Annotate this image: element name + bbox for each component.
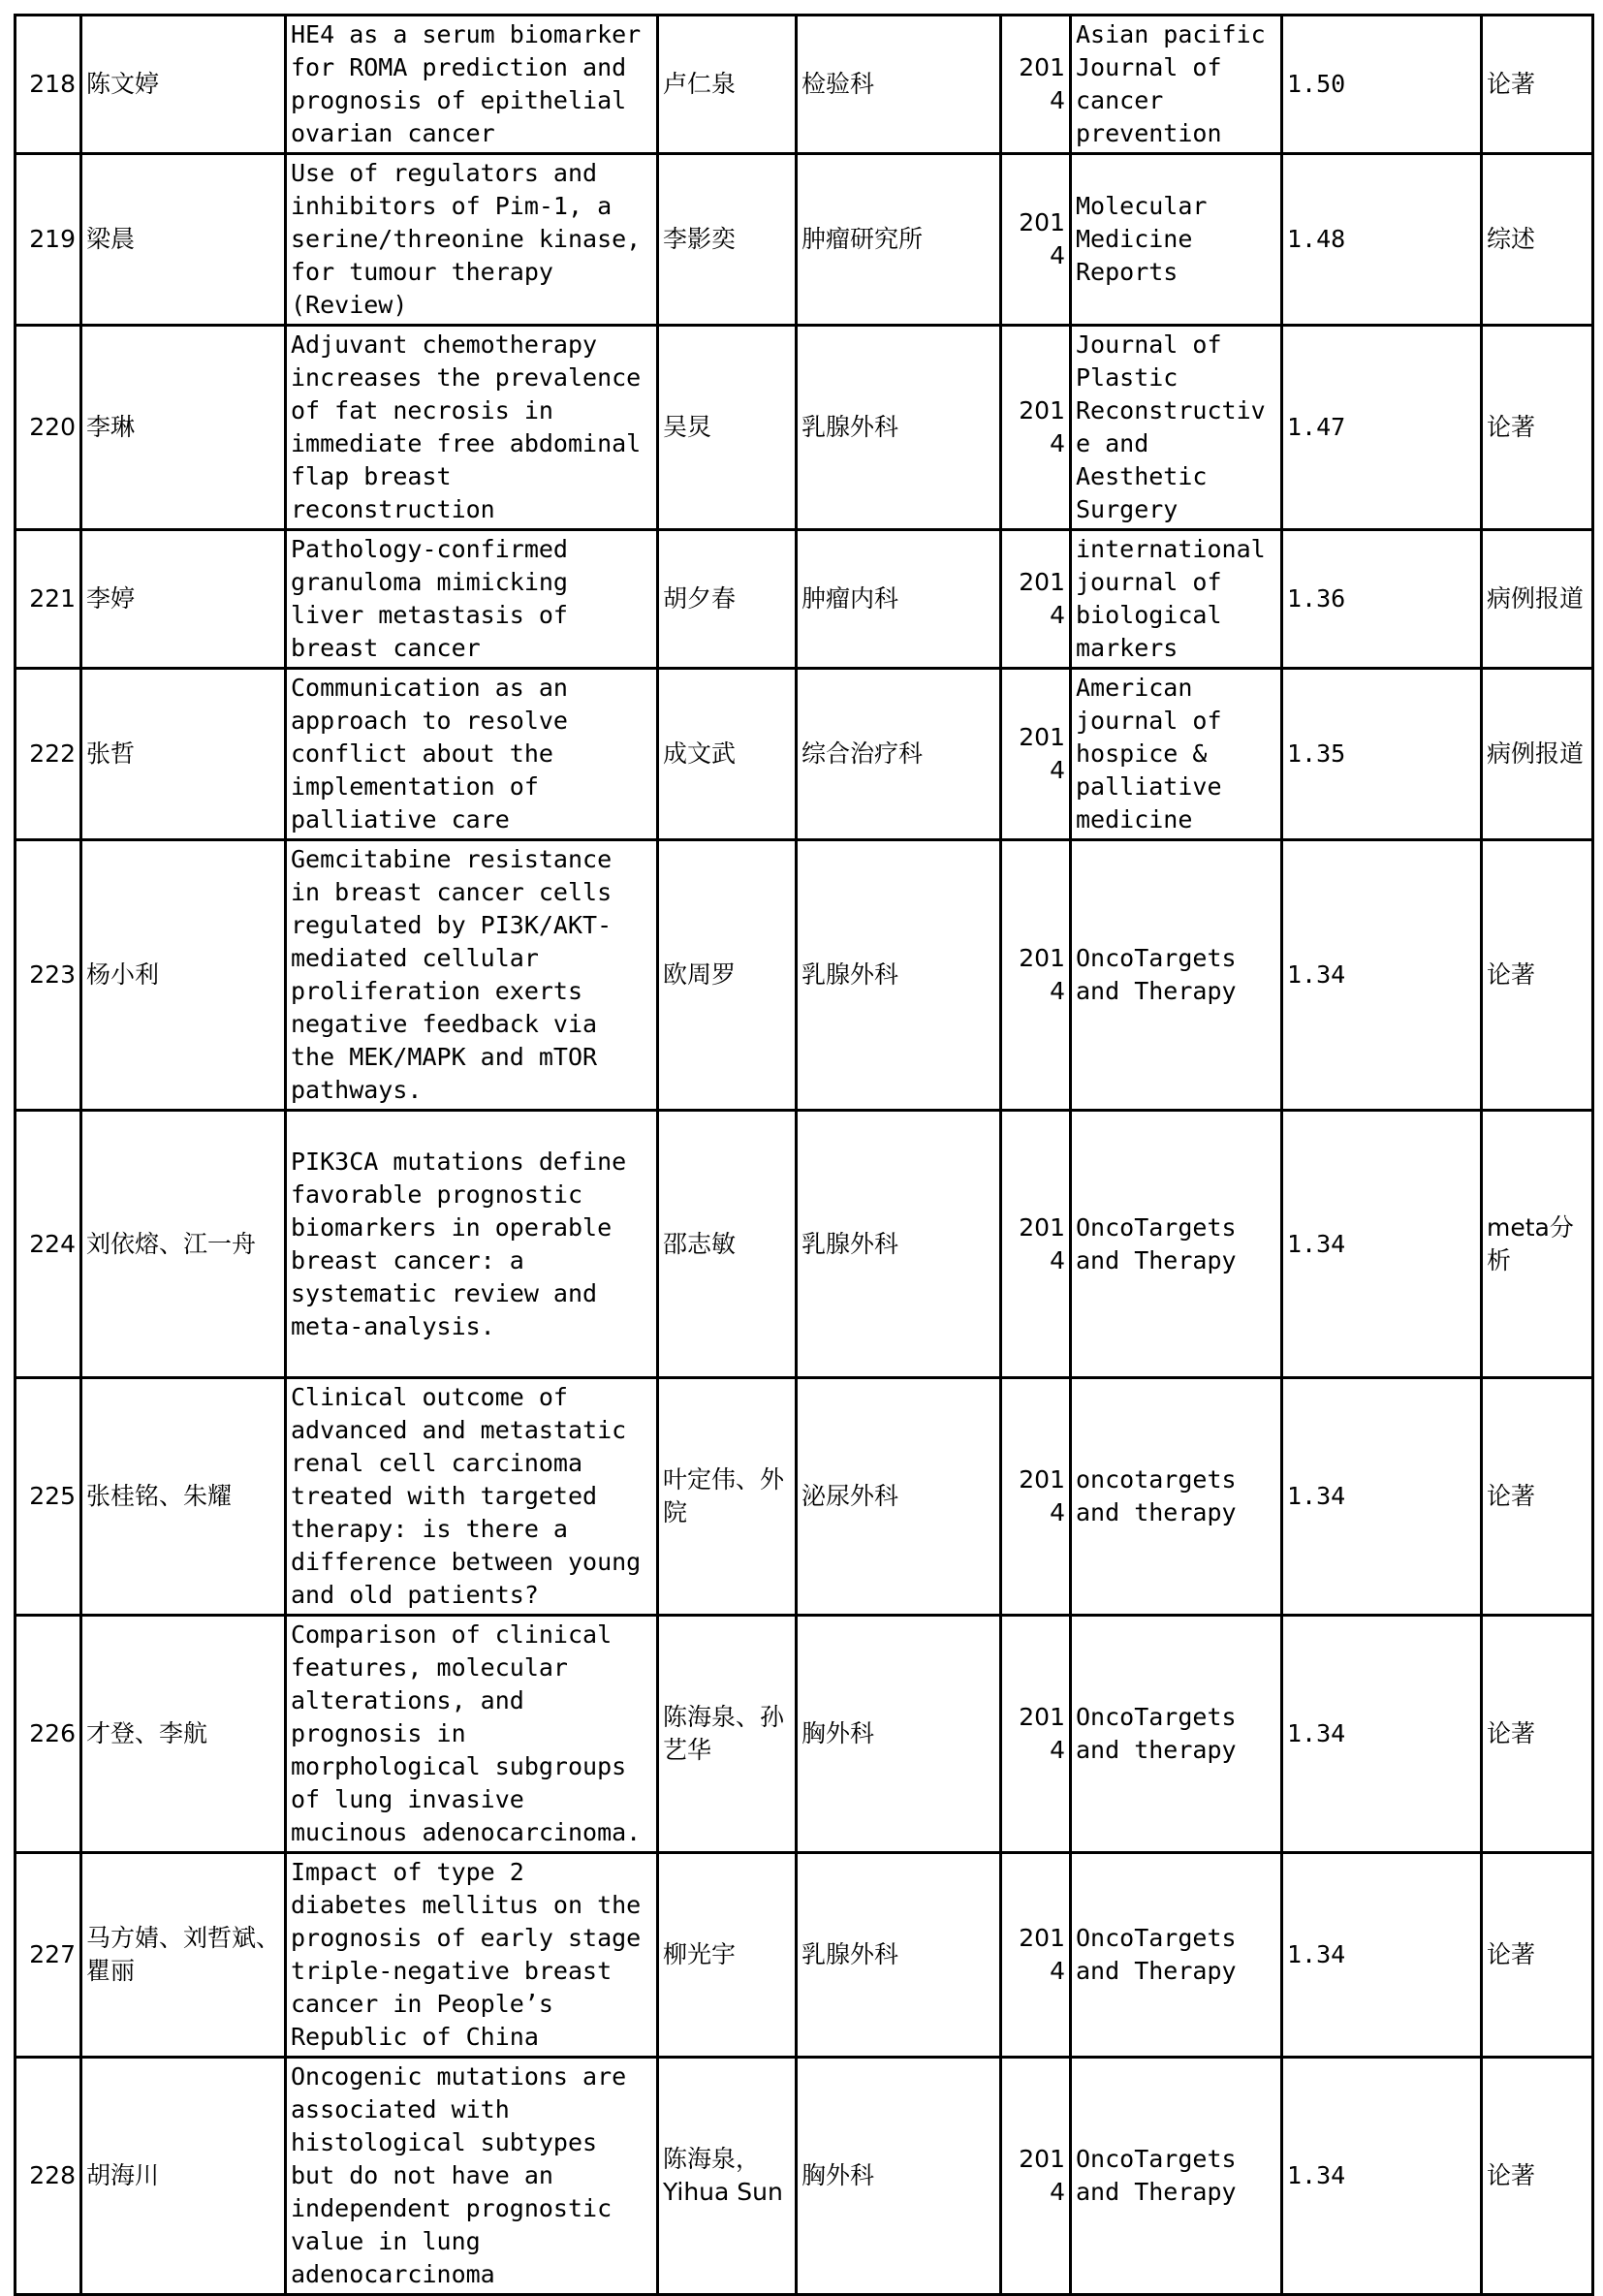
year-cell: 2014: [1001, 840, 1071, 1111]
department-cell: 检验科: [797, 16, 1001, 154]
paper-title-cell: Pathology-confirmed granuloma mimicking liver metastasis of breast cancer: [286, 530, 658, 669]
paper-title-cell: Use of regulators and inhibitors of Pim-1, a serine/threonine kinase, for tumour therapy (Review): [286, 154, 658, 326]
table-row: [16, 326, 1593, 530]
journal-cell: American journal of hospice & palliative medicine: [1071, 669, 1282, 840]
department-cell: 肿瘤内科: [797, 530, 1001, 669]
paper-title-cell: Communication as an approach to resolve conflict about the implementation of palliative care: [286, 669, 658, 840]
article-type-cell: 病例报道: [1482, 530, 1593, 669]
row-number: 227: [16, 1853, 81, 2058]
row-number: 223: [16, 840, 81, 1111]
author-cell: 李琳: [81, 326, 286, 530]
department-cell: 胸外科: [797, 1616, 1001, 1853]
article-type-cell: 论著: [1482, 1378, 1593, 1616]
impact-factor-cell: 1.34: [1282, 2058, 1482, 2295]
corresponding-author-cell: 陈海泉、孙艺华: [658, 1616, 797, 1853]
paper-title-cell: Impact of type 2 diabetes mellitus on the prognosis of early stage triple-negative breast cancer in People’s Republic of China: [286, 1853, 658, 2058]
author-cell: 陈文婷: [81, 16, 286, 154]
journal-cell: OncoTargets and Therapy: [1071, 840, 1282, 1111]
year-cell: 2014: [1001, 530, 1071, 669]
year-cell: 2014: [1001, 154, 1071, 326]
journal-cell: OncoTargets and Therapy: [1071, 2058, 1282, 2295]
table-row: [16, 840, 1593, 1111]
article-type-cell: 论著: [1482, 326, 1593, 530]
table-row: [16, 1111, 1593, 1378]
row-number: 219: [16, 154, 81, 326]
corresponding-author-cell: 胡夕春: [658, 530, 797, 669]
corresponding-author-cell: 陈海泉，Yihua Sun: [658, 2058, 797, 2295]
impact-factor-cell: 1.48: [1282, 154, 1482, 326]
corresponding-author-cell: 柳光宇: [658, 1853, 797, 2058]
row-number: 220: [16, 326, 81, 530]
department-cell: 乳腺外科: [797, 326, 1001, 530]
author-cell: 胡海川: [81, 2058, 286, 2295]
article-type-cell: 论著: [1482, 1853, 1593, 2058]
publication-table: [14, 14, 1594, 2296]
department-cell: 乳腺外科: [797, 1853, 1001, 2058]
year-cell: 2014: [1001, 1616, 1071, 1853]
year-cell: 2014: [1001, 669, 1071, 840]
department-cell: 综合治疗科: [797, 669, 1001, 840]
impact-factor-cell: 1.36: [1282, 530, 1482, 669]
article-type-cell: 论著: [1482, 16, 1593, 154]
journal-cell: OncoTargets and therapy: [1071, 1616, 1282, 1853]
corresponding-author-cell: 邵志敏: [658, 1111, 797, 1378]
year-cell: 2014: [1001, 326, 1071, 530]
table-row: [16, 530, 1593, 669]
impact-factor-cell: 1.47: [1282, 326, 1482, 530]
author-cell: 刘依熔、江一舟: [81, 1111, 286, 1378]
table-row: [16, 154, 1593, 326]
journal-cell: Asian pacific Journal of cancer prevention: [1071, 16, 1282, 154]
author-cell: 马方婧、刘哲斌、瞿丽: [81, 1853, 286, 2058]
article-type-cell: 论著: [1482, 2058, 1593, 2295]
department-cell: 乳腺外科: [797, 840, 1001, 1111]
author-cell: 李婷: [81, 530, 286, 669]
article-type-cell: 综述: [1482, 154, 1593, 326]
impact-factor-cell: 1.34: [1282, 840, 1482, 1111]
year-cell: 2014: [1001, 16, 1071, 154]
table-row: [16, 1853, 1593, 2058]
journal-cell: Molecular Medicine Reports: [1071, 154, 1282, 326]
paper-title-cell: Comparison of clinical features, molecular alterations, and prognosis in morphological subgroups of lung invasive mucinous adenocarcinoma.: [286, 1616, 658, 1853]
corresponding-author-cell: 欧周罗: [658, 840, 797, 1111]
table-row: [16, 2058, 1593, 2295]
table-row: [16, 1616, 1593, 1853]
impact-factor-cell: 1.34: [1282, 1378, 1482, 1616]
paper-title-cell: Clinical outcome of advanced and metastatic renal cell carcinoma treated with targeted therapy: is there a difference between young and old patients?: [286, 1378, 658, 1616]
corresponding-author-cell: 卢仁泉: [658, 16, 797, 154]
paper-title-cell: Gemcitabine resistance in breast cancer cells regulated by PI3K/AKT-mediated cellular proliferation exerts negative feedback via the MEK/MAPK and mTOR pathways.: [286, 840, 658, 1111]
corresponding-author-cell: 吴炅: [658, 326, 797, 530]
corresponding-author-cell: 李影奕: [658, 154, 797, 326]
journal-cell: Journal of Plastic Reconstructive and Aesthetic Surgery: [1071, 326, 1282, 530]
paper-title-cell: Oncogenic mutations are associated with histological subtypes but do not have an independent prognostic value in lung adenocarcinoma: [286, 2058, 658, 2295]
table-row: [16, 16, 1593, 154]
impact-factor-cell: 1.34: [1282, 1111, 1482, 1378]
year-cell: 2014: [1001, 1853, 1071, 2058]
year-cell: 2014: [1001, 1111, 1071, 1378]
row-number: 222: [16, 669, 81, 840]
impact-factor-cell: 1.34: [1282, 1616, 1482, 1853]
department-cell: 泌尿外科: [797, 1378, 1001, 1616]
table-row: [16, 1378, 1593, 1616]
row-number: 221: [16, 530, 81, 669]
row-number: 226: [16, 1616, 81, 1853]
row-number: 218: [16, 16, 81, 154]
impact-factor-cell: 1.35: [1282, 669, 1482, 840]
journal-cell: oncotargets and therapy: [1071, 1378, 1282, 1616]
department-cell: 肿瘤研究所: [797, 154, 1001, 326]
article-type-cell: meta分析: [1482, 1111, 1593, 1378]
corresponding-author-cell: 叶定伟、外院: [658, 1378, 797, 1616]
journal-cell: international journal of biological markers: [1071, 530, 1282, 669]
impact-factor-cell: 1.50: [1282, 16, 1482, 154]
article-type-cell: 论著: [1482, 1616, 1593, 1853]
paper-title-cell: HE4 as a serum biomarker for ROMA prediction and prognosis of epithelial ovarian cancer: [286, 16, 658, 154]
paper-title-cell: Adjuvant chemotherapy increases the prevalence of fat necrosis in immediate free abdominal flap breast reconstruction: [286, 326, 658, 530]
author-cell: 梁晨: [81, 154, 286, 326]
paper-title-cell: PIK3CA mutations define favorable prognostic biomarkers in operable breast cancer: a systematic review and meta-analysis.: [286, 1111, 658, 1378]
department-cell: 胸外科: [797, 2058, 1001, 2295]
author-cell: 才登、李航: [81, 1616, 286, 1853]
year-cell: 2014: [1001, 1378, 1071, 1616]
author-cell: 杨小利: [81, 840, 286, 1111]
row-number: 224: [16, 1111, 81, 1378]
row-number: 228: [16, 2058, 81, 2295]
row-number: 225: [16, 1378, 81, 1616]
journal-cell: OncoTargets and Therapy: [1071, 1111, 1282, 1378]
year-cell: 2014: [1001, 2058, 1071, 2295]
author-cell: 张哲: [81, 669, 286, 840]
article-type-cell: 病例报道: [1482, 669, 1593, 840]
author-cell: 张桂铭、朱耀: [81, 1378, 286, 1616]
corresponding-author-cell: 成文武: [658, 669, 797, 840]
impact-factor-cell: 1.34: [1282, 1853, 1482, 2058]
department-cell: 乳腺外科: [797, 1111, 1001, 1378]
table-row: [16, 669, 1593, 840]
journal-cell: OncoTargets and Therapy: [1071, 1853, 1282, 2058]
table-body: [16, 16, 1593, 2295]
article-type-cell: 论著: [1482, 840, 1593, 1111]
